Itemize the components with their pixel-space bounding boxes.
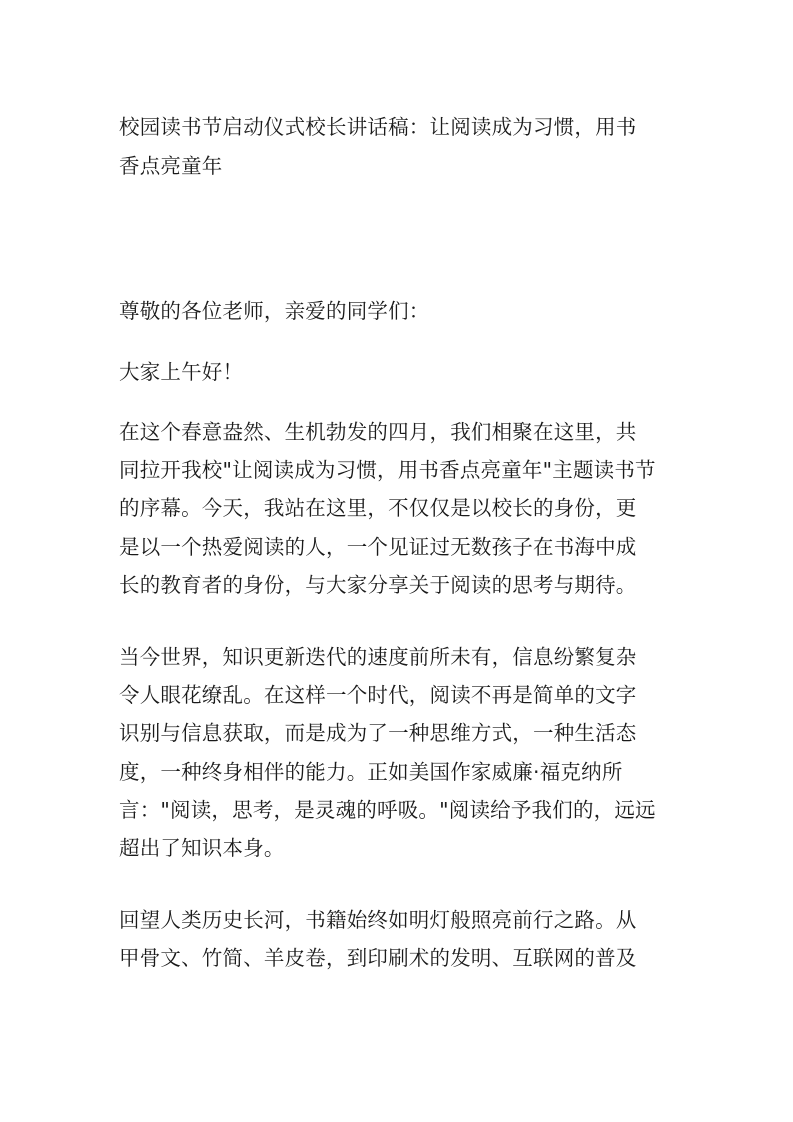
paragraph-line: 长的教育者的身份，与大家分享关于阅读的思考与期待。	[119, 573, 637, 597]
paragraph-line: 当今世界，知识更新迭代的速度前所未有，信息纷繁复杂	[119, 645, 637, 669]
greeting: 尊敬的各位老师，亲爱的同学们：	[119, 299, 430, 323]
paragraph-line: 的序幕。今天，我站在这里，不仅仅是以校长的身份，更	[119, 496, 637, 520]
paragraph-line: 回望人类历史长河，书籍始终如明灯般照亮前行之路。从	[119, 908, 637, 932]
paragraph-line: 在这个春意盎然、生机勃发的四月，我们相聚在这里，共	[119, 420, 637, 444]
paragraph-line: 超出了知识本身。	[119, 836, 285, 860]
paragraph-line: 令人眼花缭乱。在这样一个时代，阅读不再是简单的文字	[119, 683, 637, 707]
paragraph-line: 言："阅读，思考，是灵魂的呼吸。"阅读给予我们的，远远	[119, 798, 656, 822]
paragraph-line: 度，一种终身相伴的能力。正如美国作家威廉·福克纳所	[119, 760, 623, 784]
paragraph-line: 同拉开我校"让阅读成为习惯，用书香点亮童年"主题读书节	[119, 458, 656, 482]
salutation: 大家上午好！	[119, 360, 244, 384]
paragraph-line: 识别与信息获取，而是成为了一种思维方式，一种生活态	[119, 721, 637, 745]
paragraph-line: 甲骨文、竹简、羊皮卷，到印刷术的发明、互联网的普及	[119, 946, 637, 970]
title-line: 校园读书节启动仪式校长讲话稿：让阅读成为习惯，用书	[119, 115, 637, 139]
title-line: 香点亮童年	[119, 154, 223, 178]
paragraph-line: 是以一个热爱阅读的人，一个见证过无数孩子在书海中成	[119, 535, 637, 559]
